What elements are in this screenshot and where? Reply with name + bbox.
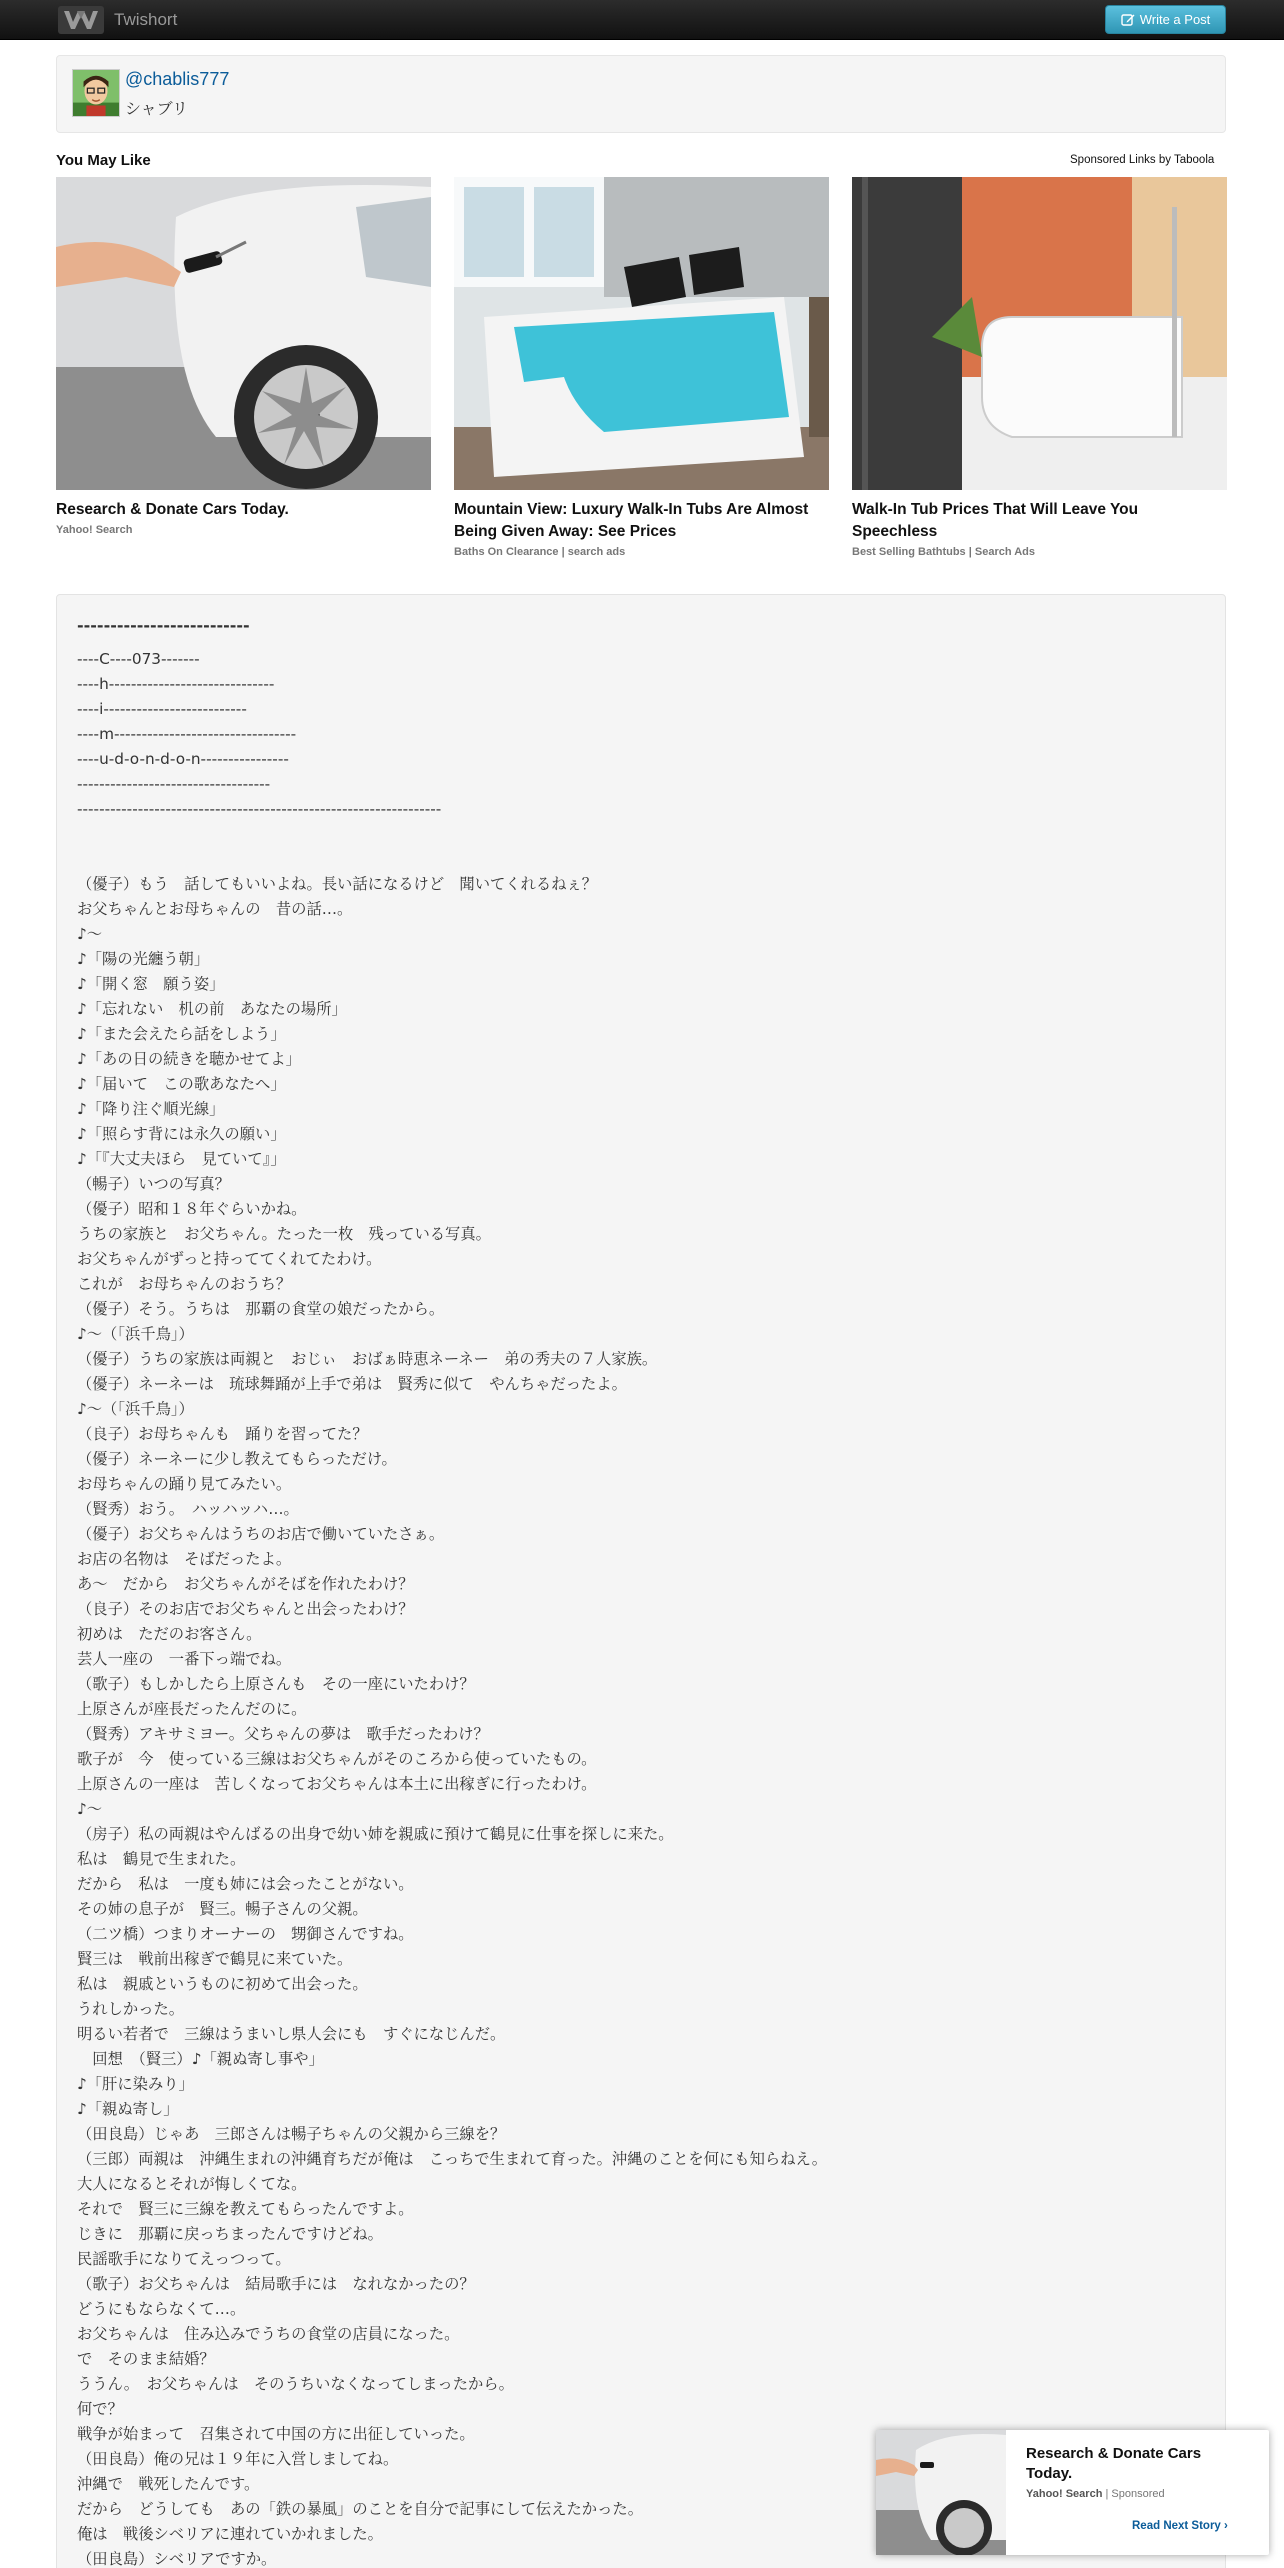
post-line: （良子）そのお店でお父ちゃんと出会ったわけ？ [77,1600,414,1618]
post-line: （田良島）じゃあ 三郎さんは暢子ちゃんの父親から三線を？ [77,2125,506,2143]
recommendation-card[interactable] [56,177,431,536]
post-line: 芸人一座の 一番下っ端でね。 [77,1650,292,1668]
post-line: じきに 那覇に戻っちまったんですけどね。 [77,2225,383,2243]
sponsored-links-label[interactable]: Sponsored Links by Taboola [1070,154,1215,166]
floating-ad-title[interactable]: Research & Donate Cars Today. [1026,2445,1202,2482]
read-next-story-link[interactable] [1132,2520,1228,2532]
read-next-label[interactable]: Read Next Story [1132,2520,1221,2532]
post-line: 賢三は 戦前出稼ぎで鶴見に来ていた。 [77,1950,353,1968]
twishort-logo-icon [58,6,104,34]
avatar[interactable] [72,69,120,117]
post-line: だから 私は 一度も姉には会ったことがない。 [77,1875,414,1893]
post-line: ♪～（「浜千鳥」） [77,1325,194,1343]
post-line: うちの家族と お父ちゃん。たった一枚 残っている写真。 [77,1225,491,1243]
post-line: 戦争が始まって 召集されて中国の方に出征していった。 [77,2425,475,2443]
bathtub-thumbnail[interactable] [852,177,1227,490]
post-line: ----m--------------------------------- [77,725,297,743]
post-line: （二ツ橋）つまりオーナーの 甥御さんですね。 [77,1925,414,1943]
post-line: で そのまま結婚？ [77,2350,215,2368]
brand-name[interactable]: Twishort [114,10,178,29]
post-line: お母ちゃんの踊り見てみたい。 [77,1475,292,1493]
post-line: （田良島）俺の兄は１９年に入営しましてね。 [77,2450,399,2468]
post-line: （三郎）両親は 沖縄生まれの沖縄育ちだが俺は こっちで生まれて育った。沖縄のことを何にも知らねえ。 [77,2150,828,2168]
post-line: うれしかった。 [77,2000,185,2018]
post-line: ♪～（「浜千鳥」） [77,1400,194,1418]
post-line: ♪「忘れない 机の前 あなたの場所」 [77,1000,347,1018]
post-line: 私は 親戚というものに初めて出会った。 [77,1975,368,1993]
recommendation-title[interactable]: Walk-In Tub Prices That Will Leave You Speechless [852,501,1139,540]
post-line: ♪「『大丈夫ほら 見ていて』」 [77,1150,286,1168]
post-line: 何で？ [77,2400,123,2418]
recommendation-card[interactable] [852,177,1227,558]
post-line: （優子）もう 話してもいいよね。長い話になるけど 聞いてくれるねぇ？ [77,875,598,893]
post-line [77,847,1207,872]
floating-ad-source-name: Yahoo! Search [1026,2488,1103,2500]
post-line: お父ちゃんとお母ちゃんの 昔の話…。 [77,900,353,918]
post-line: 回想 （賢三）♪「親ぬ寄し事や」 [77,2050,324,2068]
post-line: 私は 鶴見で生まれた。 [77,1850,246,1868]
post-line: 大人になるとそれが悔しくてな。 [77,2175,307,2193]
post-line: 上原さんが座長だったんだのに。 [77,1700,307,1718]
post-line: ----------------------------------- [77,775,271,793]
post-line: （優子）昭和１８年ぐらいかね。 [77,1200,307,1218]
post-line: ♪「肝に染みり」 [77,2075,194,2093]
post-line: あ～ だから お父ちゃんがそばを作れたわけ？ [77,1575,414,1593]
floating-ad[interactable] [876,2430,1269,2555]
post-line: （賢秀）おう。 ハッハッハ…。 [77,1500,299,1518]
write-post-label[interactable]: Write a Post [1139,12,1211,27]
post-line: ----u-d-o-n-d-o-n---------------- [77,750,289,768]
post-line: （暢子）いつの写真？ [77,1175,230,1193]
post-line: （優子）そう。うちは 那覇の食堂の娘だったから。 [77,1300,445,1318]
author-display-name: シャブリ [125,99,189,118]
post-line: ♪～ [77,925,103,943]
post-line: ♪～ [77,1800,103,1818]
post-line: ------------------------------------------------------------------ [77,800,442,818]
post-line: ♪「親ぬ寄し」 [77,2100,179,2118]
author-handle[interactable]: @chablis777 [125,69,230,89]
recommendation-source: Yahoo! Search [56,524,133,536]
recommendation-title[interactable]: Mountain View: Luxury Walk-In Tubs Are Almost Being Given Away: See Prices [454,501,809,540]
post-line: ----C----073------- [77,650,200,668]
recommendation-card[interactable] [454,177,829,558]
top-navbar [0,0,1284,40]
post-line: 初めは ただのお客さん。 [77,1625,262,1643]
post-line: ♪「あの日の続きを聴かせてよ」 [77,1050,301,1068]
post-line: ♪「降り注ぐ順光線」 [77,1100,225,1118]
post-line: 民謡歌手になりてえっつって。 [77,2250,291,2268]
post-line: （房子）私の両親はやんばるの出身で幼い姉を親戚に預けて鶴見に仕事を探しに来た。 [77,1825,674,1843]
walk-in-tub-thumbnail[interactable] [454,177,829,490]
post-line: これが お母ちゃんのおうち？ [77,1275,292,1293]
post-line: ----i-------------------------- [77,700,247,718]
post-line: （歌子）お父ちゃんは 結局歌手には なれなかったの？ [77,2275,475,2293]
post-line: （歌子）もしかしたら上原さんも その一座にいたわけ？ [77,1675,475,1693]
recommendations-heading: You May Like [56,152,151,169]
post-line: （優子）ネーネーに少し教えてもらっただけ。 [77,1450,397,1468]
recommendation-title[interactable]: Research & Donate Cars Today. [56,501,289,518]
post-line: ♪「届いて この歌あなたへ」 [77,1075,286,1093]
car-keys-thumbnail[interactable] [56,177,431,490]
post-line: ♪「照らす背には永久の願い」 [77,1125,286,1143]
post-line: （優子）お父ちゃんはうちのお店で働いていたさぁ。 [77,1525,445,1543]
post-line: （賢秀）アキサミヨー。父ちゃんの夢は 歌手だったわけ？ [77,1725,489,1743]
post-line: （良子）お母ちゃんも 踊りを習ってた？ [77,1425,368,1443]
post-line: お店の名物は そばだったよ。 [77,1550,292,1568]
post-line: お父ちゃんは 住み込みでうちの食堂の店員になった。 [77,2325,460,2343]
post-line: その姉の息子が 賢三。暢子さんの父親。 [77,1900,368,1918]
post-line: それで 賢三に三線を教えてもらったんですよ。 [77,2200,414,2218]
post-line: どうにもならなくて…。 [77,2300,246,2318]
post-line: 明るい若者で 三線はうまいし県人会にも すぐになじんだ。 [77,2025,506,2043]
recommendation-source: Baths On Clearance | search ads [454,546,626,558]
post-line: 沖縄で 戦死したんです。 [77,2475,260,2493]
post-line: （田良島）シベリアですか。 [77,2550,277,2568]
post-line: ----h------------------------------ [77,675,275,693]
edit-icon [1121,13,1135,27]
post-line: 上原さんの一座は 苦しくなってお父ちゃんは本土に出稼ぎに行ったわけ。 [77,1775,597,1793]
post-line: お父ちゃんがずっと持っててくれてたわけ。 [77,1250,382,1268]
floating-ad-source: Yahoo! Search | Sponsored [1026,2488,1165,2500]
post-line: （優子）ネーネーは 琉球舞踊が上手で弟は 賢秀に似て やんちゃだったよ。 [77,1375,627,1393]
post-line: だから どうしても あの「鉄の暴風」のことを自分で記事にして伝えたかった。 [77,2500,643,2518]
post-line: （優子）うちの家族は両親と おじぃ おばぁ時恵ネーネー 弟の秀夫の７人家族。 [77,1350,658,1368]
post-line: ♪「また会えたら話をしよう」 [77,1025,286,1043]
post-line: ううん。 お父ちゃんは そのうちいなくなってしまったから。 [77,2375,514,2393]
chevron-right-icon: › [1224,2520,1228,2532]
brand-link[interactable] [58,5,177,35]
post-heading: -------------------------- [77,616,250,635]
write-post-button[interactable] [1105,5,1226,34]
post-line: 俺は 戦後シベリアに連れていかれました。 [77,2525,383,2543]
floating-ad-sponsored: Sponsored [1111,2488,1165,2500]
post-line: ♪「開く窓 願う姿」 [77,975,225,993]
post-body [77,613,1207,2568]
post-line: 歌子が 今 使っている三線はお父ちゃんがそのころから使っていたもの。 [77,1750,597,1768]
author-profile [56,55,1226,133]
post-line [77,822,1207,847]
post-line: ♪「陽の光纏う朝」 [77,950,210,968]
car-keys-thumbnail[interactable] [876,2430,1006,2555]
post-content-panel [56,594,1226,2568]
recommendation-source: Best Selling Bathtubs | Search Ads [852,546,1035,558]
